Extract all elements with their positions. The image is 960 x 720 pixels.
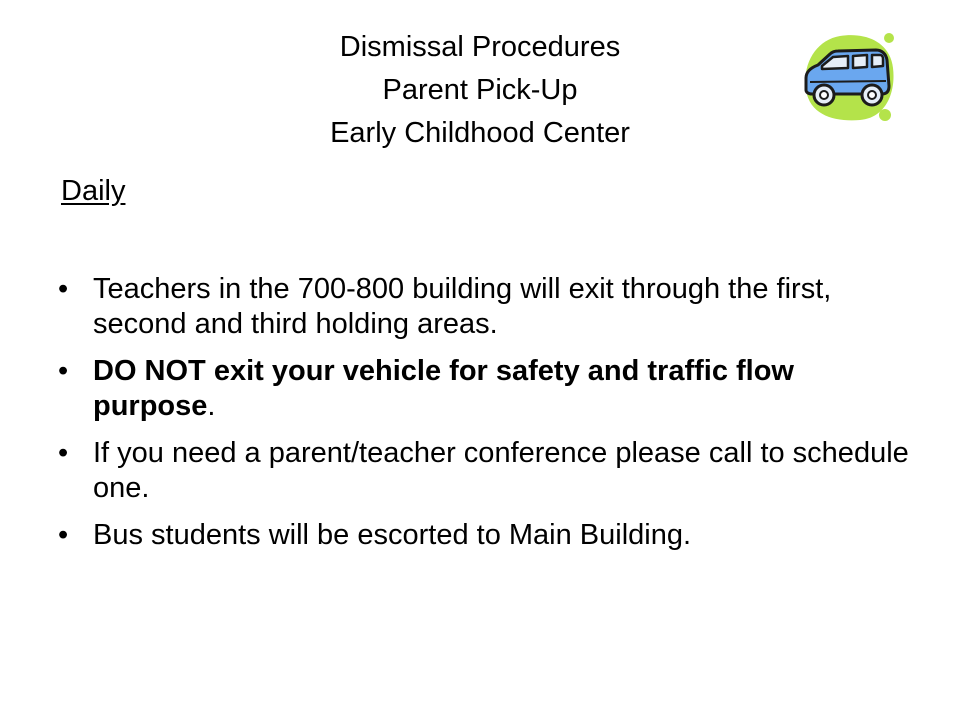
van-icon <box>798 30 898 125</box>
list-item <box>58 518 918 553</box>
bullet-text: Teachers in the 700-800 building will exit through the first, second and third holding areas. <box>93 273 832 340</box>
list-item <box>58 354 918 424</box>
bullet-icon: • <box>58 437 69 469</box>
bullet-text: If you need a parent/teacher conference please call to schedule one. <box>93 437 909 504</box>
bullet-bold-text: DO NOT exit your vehicle for safety and traffic flow purpose <box>93 355 794 422</box>
slide-title <box>160 26 800 155</box>
bullet-text: Bus students will be escorted to Main Building. <box>93 519 692 551</box>
bullet-icon: • <box>58 355 69 387</box>
section-heading-daily: Daily <box>61 175 126 207</box>
bullet-icon: • <box>58 519 69 551</box>
title-line-1: Dismissal Procedures <box>339 31 621 63</box>
title-line-2: Parent Pick-Up <box>382 74 578 106</box>
bullet-suffix: . <box>207 390 216 422</box>
title-line-3: Early Childhood Center <box>330 117 630 149</box>
list-item <box>58 436 918 506</box>
bullet-icon: • <box>58 273 69 305</box>
bullet-list <box>58 272 918 565</box>
list-item <box>58 272 918 342</box>
